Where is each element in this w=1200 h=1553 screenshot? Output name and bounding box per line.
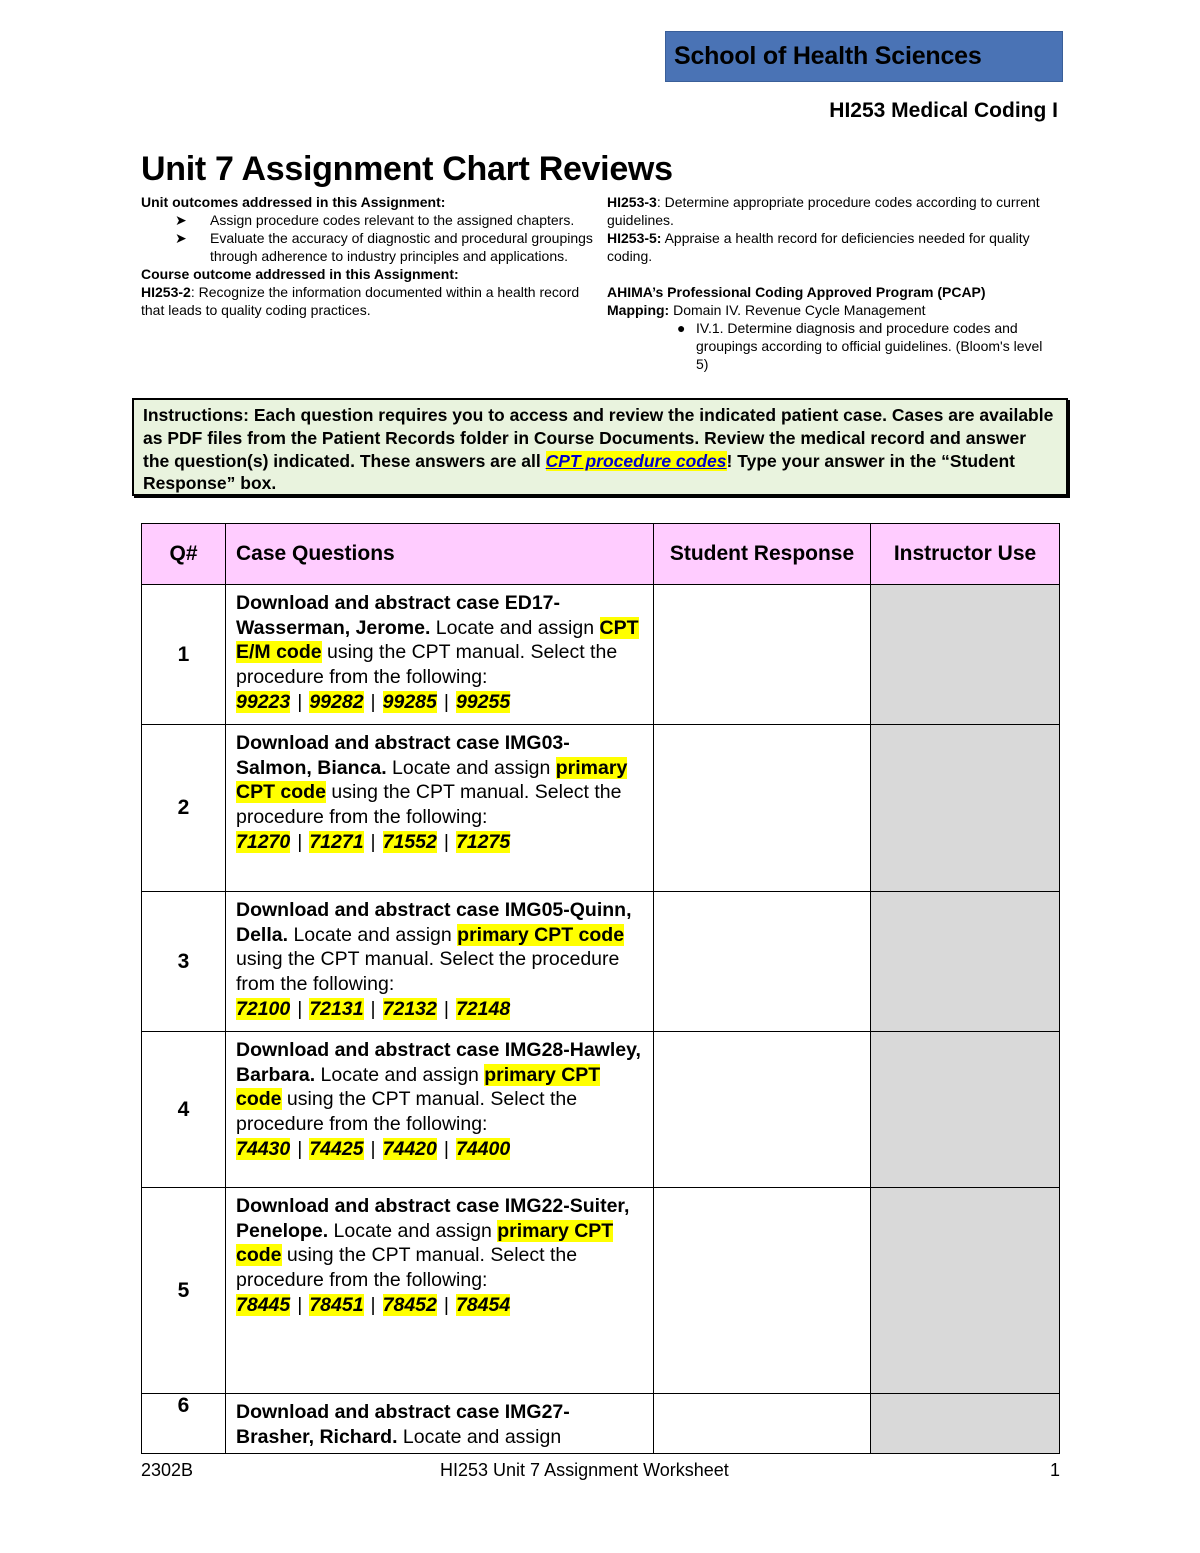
code-option: 72100 xyxy=(236,997,291,1020)
school-banner xyxy=(665,31,1063,82)
question-text: Download and abstract case ED17-Wasserman, Jerome. Locate and assign CPT E/M code using the CPT manual. Select the procedure from the following: 99223 | 99282 | 99285 | 99255 xyxy=(226,585,654,725)
header-student-response: Student Response xyxy=(654,524,871,585)
case-lead: Download and abstract case IMG27-Brasher, Richard. xyxy=(236,1401,570,1448)
instructor-use-cell xyxy=(871,892,1060,1032)
case-lead: Download and abstract case IMG28-Hawley, Barbara. xyxy=(236,1039,641,1086)
unit-outcomes-heading: Unit outcomes addressed in this Assignment: xyxy=(141,194,446,210)
code-separator: | xyxy=(370,997,376,1020)
code-type-highlight: primary CPT code xyxy=(236,1063,601,1111)
code-separator: | xyxy=(370,830,376,853)
code-separator: | xyxy=(443,997,449,1020)
code-option: 71270 xyxy=(236,830,291,853)
case-questions-table xyxy=(141,523,1060,1454)
code-option: 74425 xyxy=(309,1137,364,1160)
code-option: 74420 xyxy=(382,1137,437,1160)
code-type-highlight: primary CPT code xyxy=(236,756,628,804)
table-row xyxy=(142,1032,1060,1188)
case-lead: Download and abstract case IMG05-Quinn, Della. xyxy=(236,899,632,946)
student-response-cell[interactable] xyxy=(654,725,871,892)
header-case-questions: Case Questions xyxy=(226,524,654,585)
question-number: 2 xyxy=(142,725,226,892)
table-row xyxy=(142,725,1060,892)
footer-doc-code: 2302B xyxy=(141,1460,194,1480)
code-option: 78452 xyxy=(382,1293,437,1316)
code-option: 72132 xyxy=(382,997,437,1020)
table-row xyxy=(142,892,1060,1032)
school-name: School of Health Sciences xyxy=(674,42,982,70)
table-row xyxy=(142,1188,1060,1394)
bullet-dot-icon: ● xyxy=(677,320,686,336)
code-option: 71271 xyxy=(309,830,364,853)
code-type-highlight: primary CPT code xyxy=(457,923,625,946)
code-options xyxy=(236,831,510,853)
table-row xyxy=(142,1394,1060,1454)
question-text: Download and abstract case IMG03-Salmon, Bianca. Locate and assign primary CPT code using the CPT manual. Select the procedure from the following: 71270 | 71271 | 71552 | 71275 xyxy=(226,725,654,892)
student-response-cell[interactable] xyxy=(654,1394,871,1454)
cpt-procedure-codes-link[interactable]: CPT procedure codes xyxy=(545,450,727,471)
code-option: 99282 xyxy=(309,690,364,713)
question-text: Download and abstract case IMG28-Hawley, Barbara. Locate and assign primary CPT code using the CPT manual. Select the procedure from the following: 74430 | 74425 | 74420 | 74400 xyxy=(226,1032,654,1188)
arrow-bullet-icon: ➤ xyxy=(175,212,187,228)
code-options xyxy=(236,1294,510,1316)
table-row xyxy=(142,585,1060,725)
instructor-use-cell xyxy=(871,725,1060,892)
code-separator: | xyxy=(370,690,376,713)
page-number: 1 xyxy=(1050,1460,1061,1480)
page-title: Unit 7 Assignment Chart Reviews xyxy=(141,150,673,188)
student-response-cell[interactable] xyxy=(654,892,871,1032)
header-instructor-use: Instructor Use xyxy=(871,524,1060,585)
question-text: Download and abstract case IMG22-Suiter, Penelope. Locate and assign primary CPT code using the CPT manual. Select the procedure from the following: 78445 | 78451 | 78452 | 78454 xyxy=(226,1188,654,1394)
code-type-highlight: CPT E/M code xyxy=(236,616,639,664)
question-text: Download and abstract case IMG27-Brasher, Richard. Locate and assign xyxy=(226,1394,654,1454)
code-separator: | xyxy=(443,1293,449,1316)
pcap-bullet-item: ● IV.1. Determine diagnosis and procedure codes and groupings according to official guidelines. (Bloom's level 5) xyxy=(677,320,1043,372)
code-option: 71275 xyxy=(455,830,511,853)
outcome-hi253-3: HI253-3: Determine appropriate procedure codes according to current guidelines. xyxy=(607,194,1040,228)
code-option: 99255 xyxy=(455,690,511,713)
case-lead: Download and abstract case IMG22-Suiter, Penelope. xyxy=(236,1195,630,1242)
footer-title: HI253 Unit 7 Assignment Worksheet xyxy=(440,1460,729,1480)
unit-outcome-item: ➤ Evaluate the accuracy of diagnostic and procedural groupings through adherence to industry principles and applications. xyxy=(175,230,593,264)
header-q-number: Q# xyxy=(142,524,226,585)
code-separator: | xyxy=(370,1137,376,1160)
code-separator: | xyxy=(297,997,303,1020)
arrow-bullet-icon: ➤ xyxy=(175,230,187,246)
course-title: HI253 Medical Coding I xyxy=(829,99,1058,122)
code-options xyxy=(236,1138,510,1160)
case-lead: Download and abstract case ED17-Wasserman, Jerome. xyxy=(236,592,561,639)
code-separator: | xyxy=(297,1137,303,1160)
code-options xyxy=(236,998,510,1020)
code-options xyxy=(236,691,510,713)
question-number: 6 xyxy=(142,1394,226,1454)
question-text: Download and abstract case IMG05-Quinn, Della. Locate and assign primary CPT code using the CPT manual. Select the procedure from the following: 72100 | 72131 | 72132 | 72148 xyxy=(226,892,654,1032)
code-type-highlight: primary CPT code xyxy=(236,1219,614,1267)
code-option: 99223 xyxy=(236,690,291,713)
code-separator: | xyxy=(443,1137,449,1160)
question-number: 5 xyxy=(142,1188,226,1394)
code-separator: | xyxy=(443,690,449,713)
code-option: 78451 xyxy=(309,1293,364,1316)
code-separator: | xyxy=(443,830,449,853)
code-separator: | xyxy=(297,830,303,853)
course-outcome-heading: Course outcome addressed in this Assignment: xyxy=(141,266,459,282)
code-option: 71552 xyxy=(382,830,437,853)
course-outcome-text: HI253-2: Recognize the information documented within a health record that leads to quality coding practices. xyxy=(141,284,580,318)
outcomes-right xyxy=(607,193,1057,373)
code-separator: | xyxy=(370,1293,376,1316)
code-option: 74430 xyxy=(236,1137,291,1160)
instructor-use-cell xyxy=(871,585,1060,725)
code-option: 78454 xyxy=(455,1293,511,1316)
student-response-cell[interactable] xyxy=(654,1188,871,1394)
instructor-use-cell xyxy=(871,1394,1060,1454)
case-lead: Download and abstract case IMG03-Salmon, Bianca. xyxy=(236,732,570,779)
code-option: 99285 xyxy=(382,690,437,713)
outcomes-left xyxy=(141,193,601,319)
code-separator: | xyxy=(297,1293,303,1316)
outcome-hi253-5: HI253-5: Appraise a health record for deficiencies needed for quality coding. xyxy=(607,230,1030,264)
pcap-mapping: Mapping: Domain IV. Revenue Cycle Management xyxy=(607,302,926,318)
pcap-heading: AHIMA’s Professional Coding Approved Program (PCAP) xyxy=(607,284,986,300)
code-separator: | xyxy=(297,690,303,713)
instructor-use-cell xyxy=(871,1188,1060,1394)
code-option: 72131 xyxy=(309,997,364,1020)
instructor-use-cell xyxy=(871,1032,1060,1188)
student-response-cell[interactable] xyxy=(654,585,871,725)
unit-outcome-item: ➤ Assign procedure codes relevant to the assigned chapters. xyxy=(175,212,575,228)
student-response-cell[interactable] xyxy=(654,1032,871,1188)
code-option: 72148 xyxy=(455,997,511,1020)
question-number: 4 xyxy=(142,1032,226,1188)
code-option: 74400 xyxy=(455,1137,511,1160)
code-option: 78445 xyxy=(236,1293,291,1316)
question-number: 3 xyxy=(142,892,226,1032)
instructions-box: Instructions: Each question requires you to access and review the indicated patient case. Cases are available as PDF files from the Patient Records folder in Course Documents. Review the medical record and answer the question(s) indicated. These answers are all CPT procedure codes! Type your answer in the “Student Response” box. xyxy=(132,398,1068,496)
question-number: 1 xyxy=(142,585,226,725)
table-header-row xyxy=(142,524,1060,585)
